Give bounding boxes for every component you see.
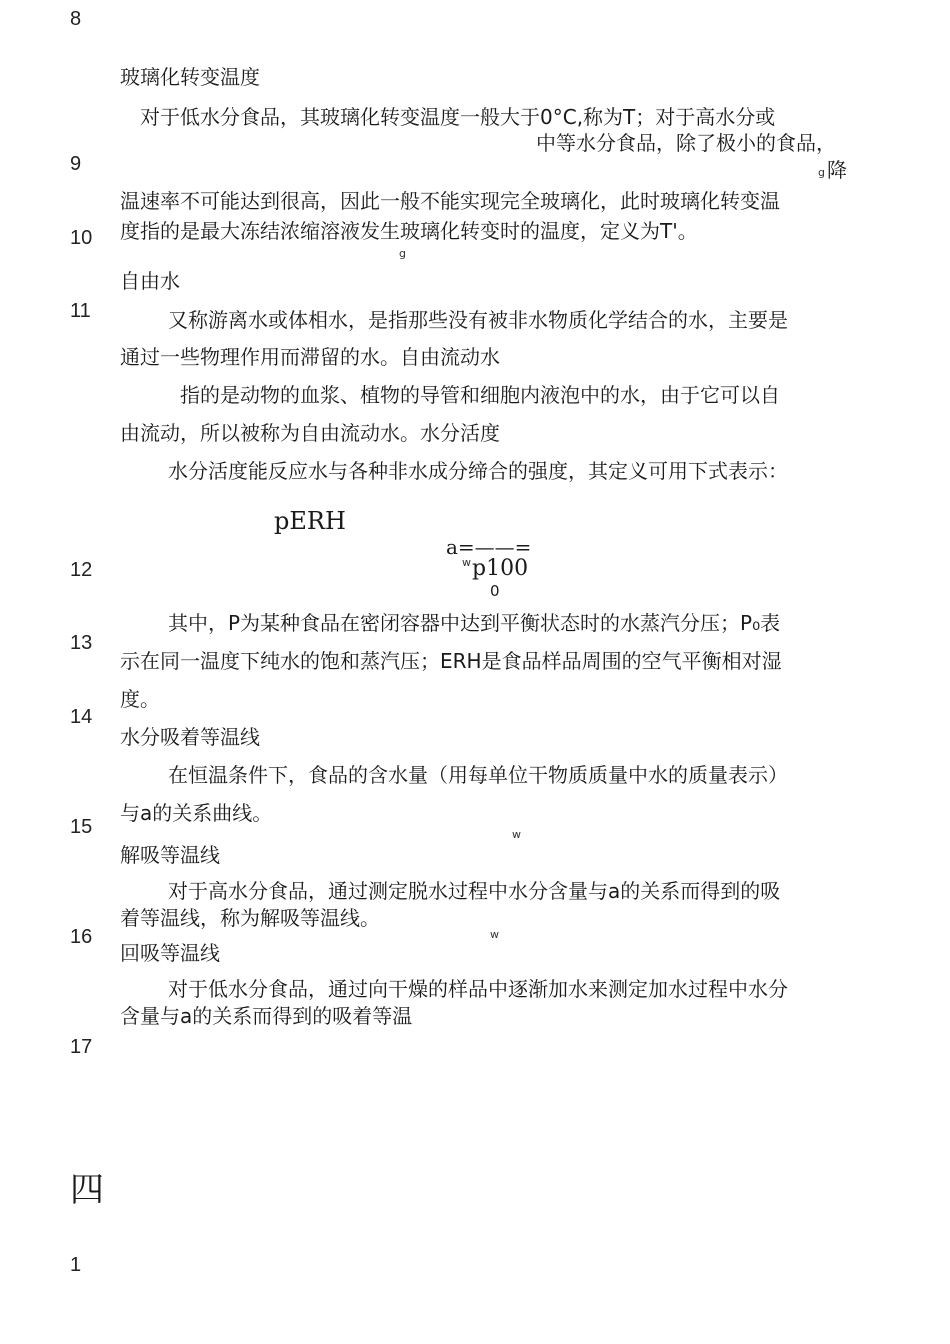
heading-free-water: 自由水 (120, 269, 180, 293)
desorption-line-1: 对于高水分食品，通过测定脱水过程中水分含量与a的关系而得到的吸 (168, 879, 781, 903)
glass-paragraph-line-1: 对于低水分食品，其玻璃化转变温度一般大于0°C,称为T；对于高水分或 (140, 105, 776, 129)
line-number-9: 9 (70, 153, 82, 175)
heading-resorption-isotherm: 回吸等温线 (120, 941, 220, 965)
line-number-8: 8 (70, 8, 82, 30)
line-number-17: 17 (70, 1036, 93, 1058)
subscript-g: g (399, 247, 406, 260)
formula-subscript-0: 0 (490, 582, 500, 600)
free-water-line-4: 由流动，所以被称为自由流动水。水分活度 (120, 421, 500, 445)
line-number-13: 13 (70, 632, 93, 654)
resorption-line-2: 含量与a的关系而得到的吸着等温 (120, 1004, 413, 1028)
heading-glass-transition: 玻璃化转变温度 (120, 65, 260, 89)
glass-paragraph-line-2: 中等水分食品，除了极小的食品， (536, 131, 836, 155)
line-number-14: 14 (70, 706, 93, 728)
sorption-line-1: 在恒温条件下，食品的含水量（用每单位干物质质量中水的质量表示） (168, 763, 788, 787)
resorption-line-1: 对于低水分食品，通过向干燥的样品中逐渐加水来测定加水过程中水分 (168, 977, 788, 1001)
explain-line-3: 度。 (120, 687, 160, 711)
line-number-10: 10 (70, 227, 93, 249)
heading-sorption-isotherm: 水分吸着等温线 (120, 725, 260, 749)
formula-numerator: pERH (274, 507, 346, 535)
glass-paragraph-fragment: 降 (827, 158, 847, 182)
section-heading-four: 四 (70, 1170, 104, 1210)
glass-paragraph-line-4: 度指的是最大冻结浓缩溶液发生玻璃化转变时的温度，定义为T'。 (120, 219, 698, 243)
glass-paragraph-line-3: 温速率不可能达到很高，因此一般不能实现完全玻璃化，此时玻璃化转变温 (120, 189, 780, 213)
line-number-11: 11 (70, 300, 91, 322)
formula-subscript-w: w (462, 556, 471, 569)
explain-line-1: 其中，P为某种食品在密闭容器中达到平衡状态时的水蒸汽分压；P₀表 (168, 611, 781, 635)
desorption-line-2: 着等温线，称为解吸等温线。 (120, 906, 380, 930)
free-water-line-2: 通过一些物理作用而滞留的水。自由流动水 (120, 345, 500, 369)
free-water-line-3: 指的是动物的血浆、植物的导管和细胞内液泡中的水，由于它可以自 (180, 383, 780, 407)
subscript-w: w (512, 828, 521, 841)
sorption-line-2: 与a的关系曲线。 (120, 801, 273, 825)
subscript-w: w (490, 928, 499, 941)
subscript-g: g (818, 166, 825, 179)
formula-equation: a=——= (446, 535, 532, 559)
line-number-1: 1 (70, 1254, 82, 1276)
line-number-16: 16 (70, 926, 93, 948)
line-number-15: 15 (70, 816, 93, 838)
heading-desorption-isotherm: 解吸等温线 (120, 843, 220, 867)
water-activity-intro: 水分活度能反应水与各种非水成分缔合的强度，其定义可用下式表示： (168, 459, 788, 483)
line-number-12: 12 (70, 559, 93, 581)
free-water-line-1: 又称游离水或体相水，是指那些没有被非水物质化学结合的水，主要是 (168, 308, 788, 332)
formula-denominator: p100 (472, 556, 529, 581)
explain-line-2: 示在同一温度下纯水的饱和蒸汽压；ERH是食品样品周围的空气平衡相对湿 (120, 649, 782, 673)
